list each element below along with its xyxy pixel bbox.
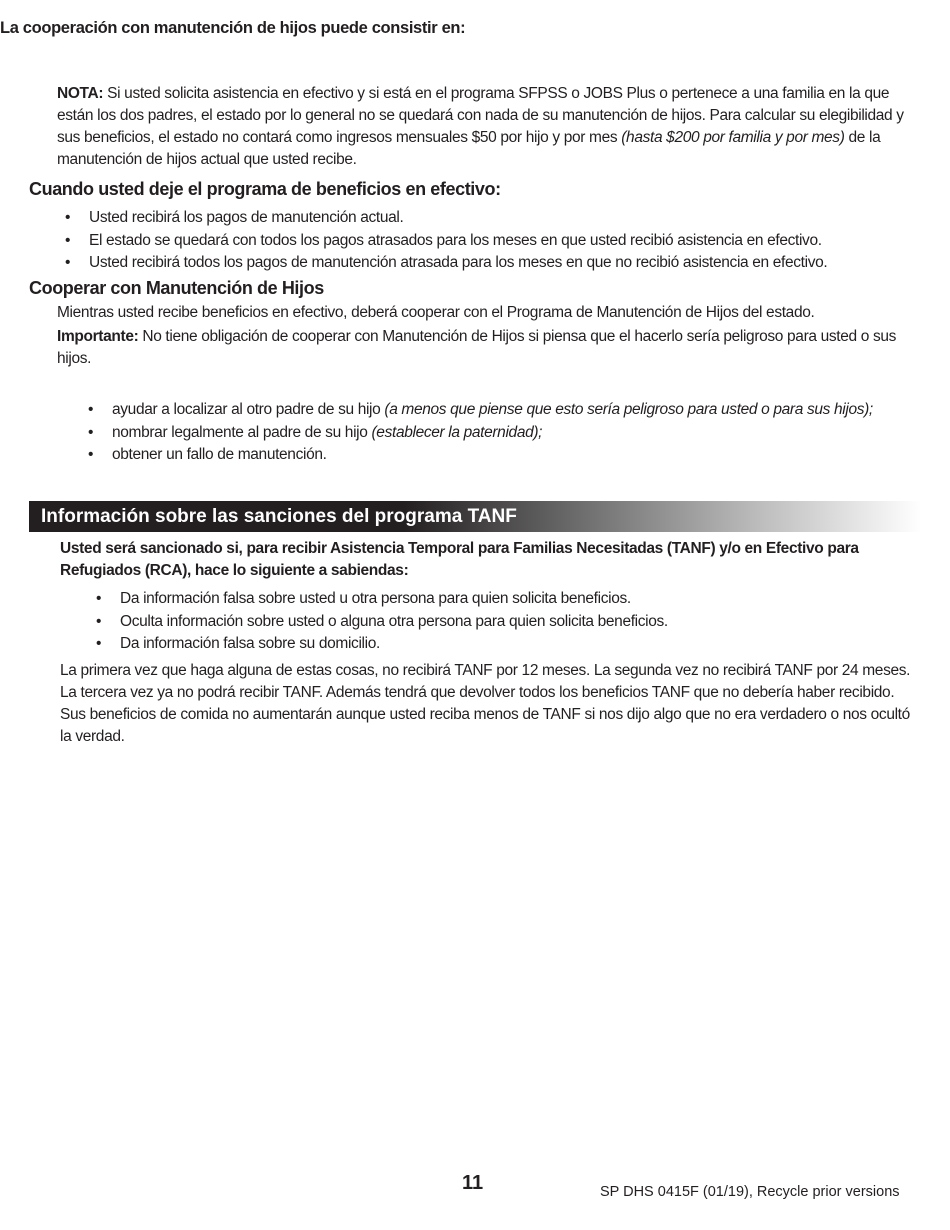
leaving-list xyxy=(65,207,827,275)
important-text: No tiene obligación de cooperar con Manutención de Hijos si piensa que el hacerlo sería peligroso para usted o sus hijos. xyxy=(57,328,897,367)
cooperate-item-note: (establecer la paternidad); xyxy=(371,423,543,441)
cooperate-intro: Mientras usted recibe beneficios en efectivo, deberá cooperar con el Programa de Manutención de Hijos del estado. xyxy=(57,304,815,321)
leaving-list-item: • Usted recibirá todos los pagos de manutención atrasada para los meses en que no recibió asistencia en efectivo. xyxy=(65,252,827,275)
sanctions-list xyxy=(96,588,668,656)
sanctions-list-item: • Oculta información sobre usted o alguna otra persona para quien solicita beneficios. xyxy=(96,611,668,634)
cooperate-item-text: obtener un fallo de manutención. xyxy=(112,446,327,463)
cooperate-list-item xyxy=(88,422,873,445)
cooperate-list-item xyxy=(88,399,873,422)
important-label: Importante: xyxy=(57,328,139,345)
leaving-list-item: • Usted recibirá los pagos de manutención actual. xyxy=(65,207,827,230)
leaving-list-item: • El estado se quedará con todos los pagos atrasados para los meses en que usted recibió asistencia en efectivo. xyxy=(65,230,827,253)
note-text-2: de la manutención de hijos actual que usted recibe. xyxy=(57,129,881,168)
note-italic: (hasta $200 por familia y por mes) xyxy=(621,129,845,146)
sanctions-list-item: • Da información falsa sobre su domicilio. xyxy=(96,633,668,656)
sanctions-banner-title: Información sobre las sanciones del programa TANF xyxy=(41,506,517,527)
sanctions-intro: Usted será sancionado si, para recibir Asistencia Temporal para Familias Necesitadas (TANF) y/o en Efectivo para Refugiados (RCA), hace lo siguiente a sabiendas: xyxy=(60,540,859,579)
cooperate-subheading: La cooperación con manutención de hijos puede consistir en: xyxy=(0,18,466,37)
cooperate-list-item xyxy=(88,444,873,467)
leaving-heading: Cuando usted deje el programa de beneficios en efectivo: xyxy=(29,179,501,199)
note-paragraph xyxy=(57,83,907,171)
cooperate-list xyxy=(88,399,873,467)
important-paragraph xyxy=(57,326,907,370)
sanctions-consequences: La primera vez que haga alguna de estas cosas, no recibirá TANF por 12 meses. La segunda vez no recibirá TANF por 24 meses. La tercera vez ya no podrá recibir TANF. Además tendrá que devolver todos los beneficios TANF que no debería haber recibido. Sus beneficios de comida no aumentarán aunque usted reciba menos de TANF si nos dijo algo que no era verdadero o nos ocultó la verdad. xyxy=(60,662,911,745)
sanctions-banner xyxy=(29,501,921,532)
note-label: NOTA: xyxy=(57,85,104,102)
cooperate-heading: Cooperar con Manutención de Hijos xyxy=(29,278,324,298)
page-number: 11 xyxy=(462,1172,484,1194)
cooperate-item-note: (a menos que piense que esto sería peligroso para usted o para sus hijos); xyxy=(384,401,873,418)
form-identifier: SP DHS 0415F (01/19), Recycle prior versions xyxy=(600,1184,900,1200)
cooperate-item-text: nombrar legalmente al padre de su hijo xyxy=(112,423,372,441)
sanctions-list-item: • Da información falsa sobre usted u otra persona para quien solicita beneficios. xyxy=(96,588,668,611)
cooperate-item-text: ayudar a localizar al otro padre de su hijo xyxy=(112,401,385,418)
note-text-1: Si usted solicita asistencia en efectivo y si está en el programa SFPSS o JOBS Plus o pertenece a una familia en la que están los dos padres, el estado por lo general no se quedará con nada de su manutención de hijos. Para calcular su elegibilidad y sus beneficios, el estado no contará como ingresos mensuales $50 por hijo y por mes xyxy=(57,85,904,146)
